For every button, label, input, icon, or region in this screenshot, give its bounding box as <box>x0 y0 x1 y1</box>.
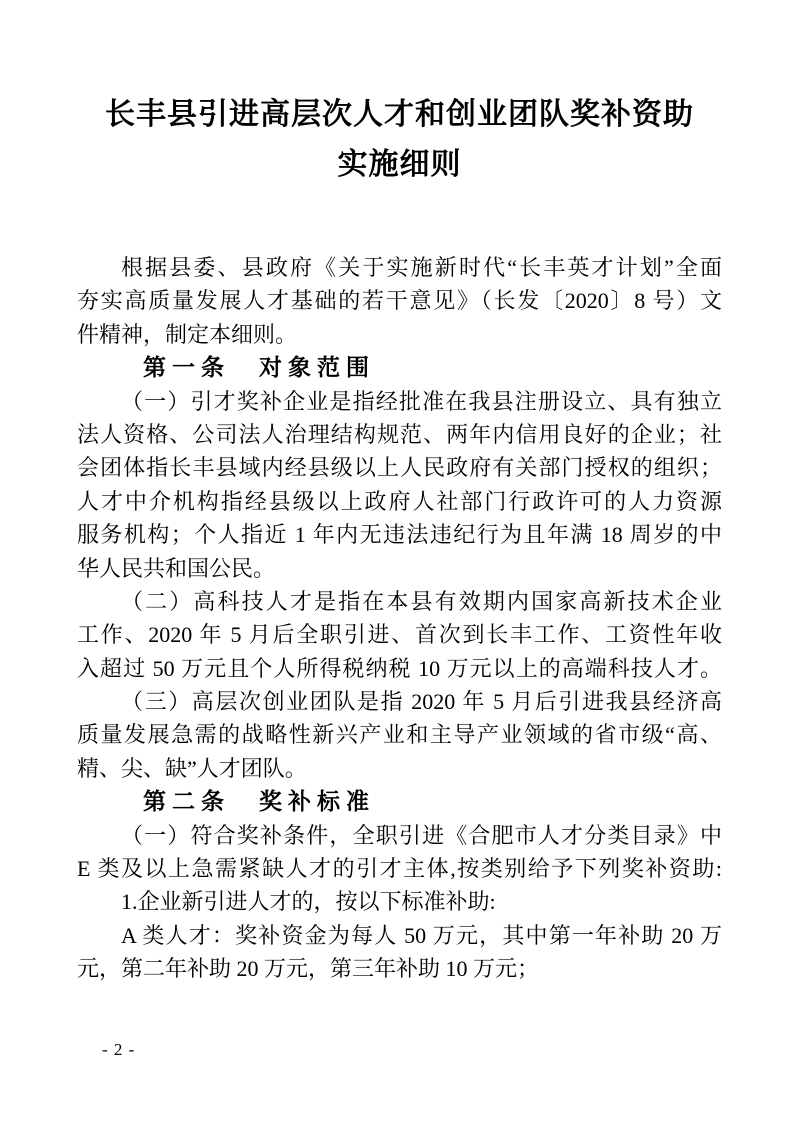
document-line: （一）引才奖补企业是指经批准在我县注册设立、具有独立 <box>121 388 722 414</box>
document-line: 夯实高质量发展人才基础的若干意见》（长发〔2020〕8 号）文 <box>77 288 722 314</box>
document-line: （三）高层次创业团队是指 2020 年 5 月后引进我县经济高 <box>121 689 722 715</box>
document-line: A 类人才：奖补资金为每人 50 万元，其中第一年补助 20 万 <box>121 922 722 948</box>
document-line: 精、尖、缺”人才团队。 <box>77 755 307 781</box>
document-line: （一）符合奖补条件，全职引进《合肥市人才分类目录》中 <box>121 822 722 848</box>
document-title <box>77 90 722 190</box>
title-line: 长丰县引进高层次人才和创业团队奖补资助 <box>105 98 694 131</box>
document-line: 入超过 50 万元且个人所得税纳税 10 万元以上的高端科技人才。 <box>77 655 722 681</box>
document-body <box>77 251 722 986</box>
document-line: 根据县委、县政府《关于实施新时代“长丰英才计划”全面 <box>121 255 722 280</box>
document-line: 1.企业新引进人才的，按以下标准补助: <box>121 889 496 915</box>
document-line: 华人民共和国公民。 <box>77 555 276 581</box>
document-line: 工作、2020 年 5 月后全职引进、首次到长丰工作、工资性年收 <box>77 622 722 648</box>
section-heading: 第一条 对象范围 <box>143 354 375 381</box>
document-line: 人才中介机构指经县级以上政府人社部门行政许可的人力资源 <box>77 488 722 514</box>
document-line: 法人资格、公司法人治理结构规范、两年内信用良好的企业；社 <box>77 421 722 447</box>
document-line: 元，第二年补助 20 万元，第三年补助 10 万元； <box>77 956 540 982</box>
document-line: 质量发展急需的战略性新兴产业和主导产业领域的省市级“高、 <box>77 722 722 748</box>
section-heading: 第二条 奖补标准 <box>143 788 375 815</box>
document-line: 件精神，制定本细则。 <box>77 321 298 347</box>
document-line: 服务机构；个人指近 1 年内无违法违纪行为且年满 18 周岁的中 <box>77 522 722 548</box>
document-line: 会团体指长丰县域内经县级以上人民政府有关部门授权的组织； <box>77 455 722 481</box>
document-line: （二）高科技人才是指在本县有效期内国家高新技术企业 <box>121 588 722 614</box>
title-line: 实施细则 <box>337 148 462 181</box>
page-number: - 2 - <box>102 1040 136 1059</box>
document-line: E 类及以上急需紧缺人才的引才主体,按类别给予下列奖补资助: <box>77 856 722 882</box>
